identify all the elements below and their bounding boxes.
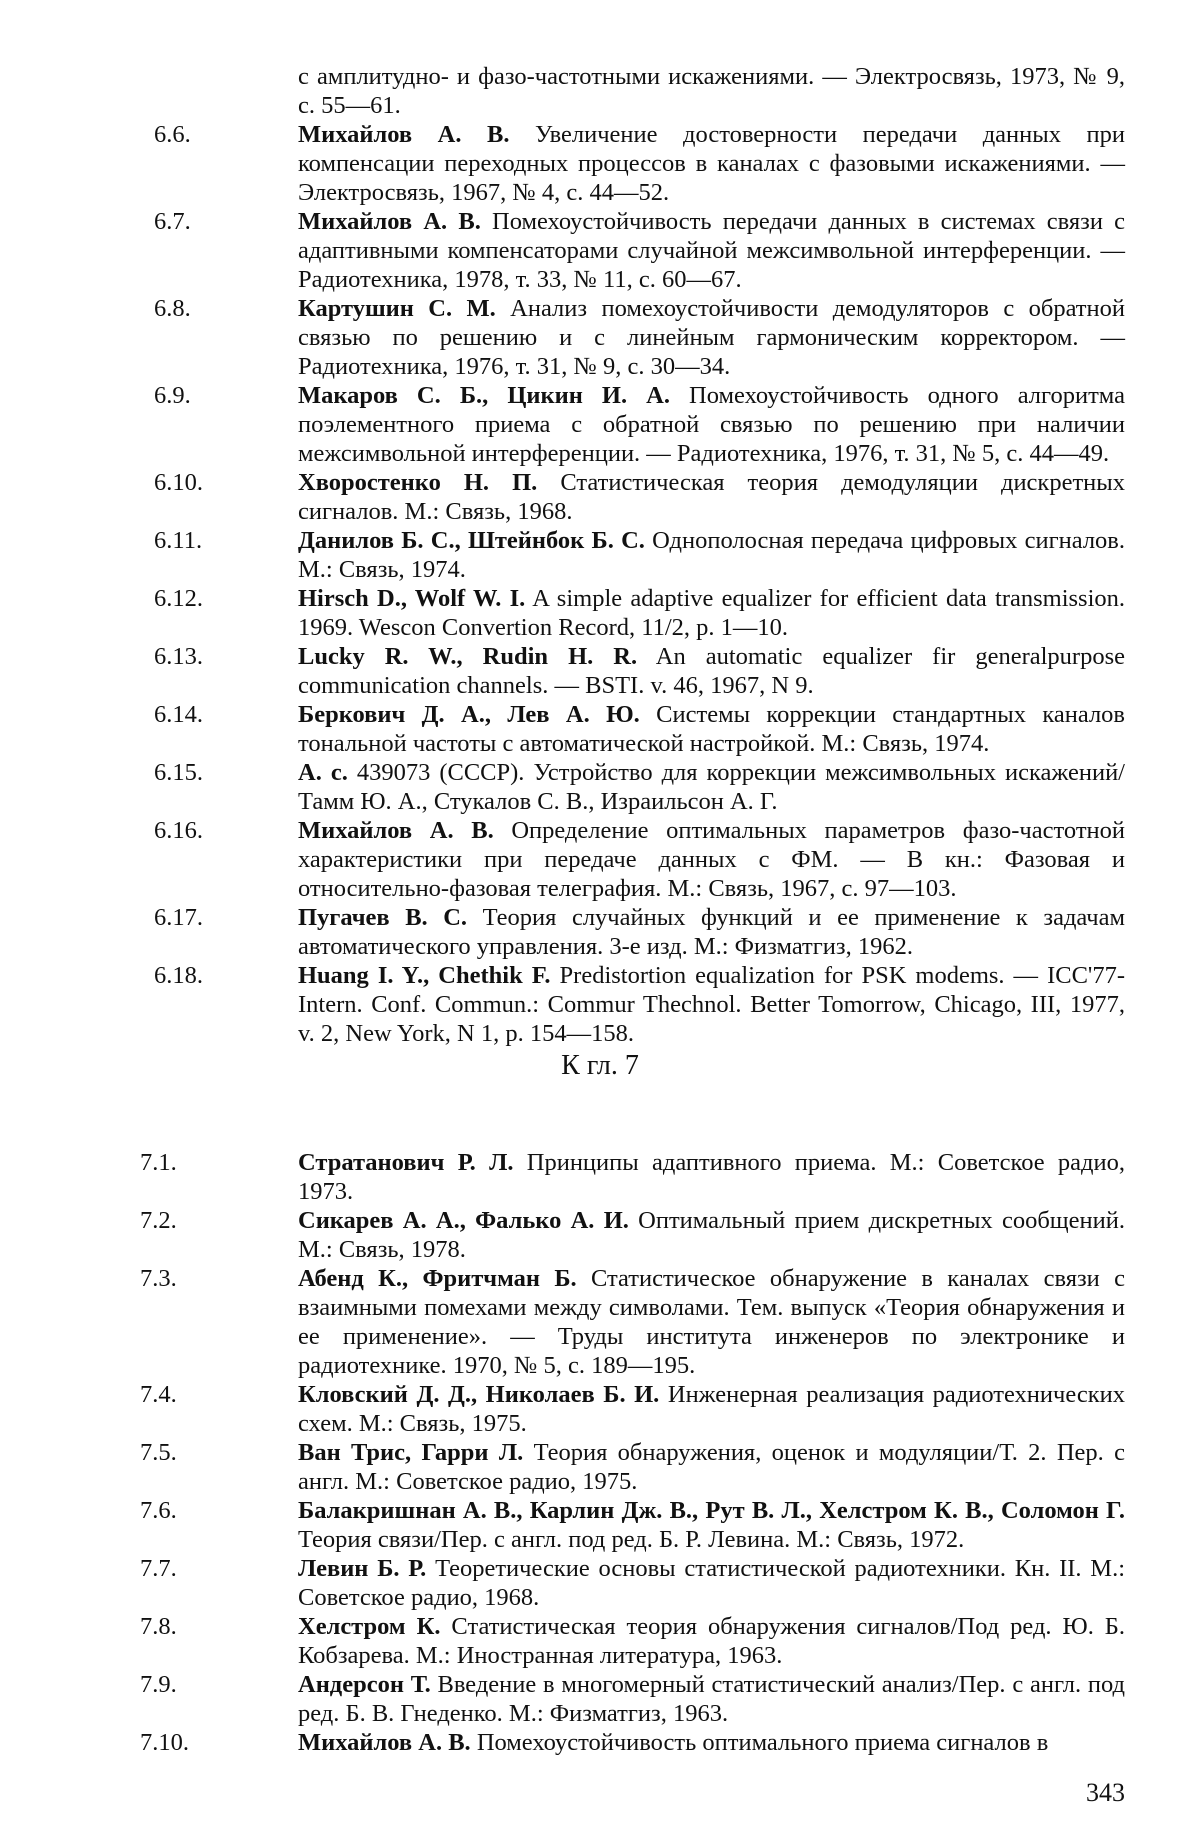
reference-text: Анализ помехоустойчивости демодуляторов с обратной связью по решению и с линейным гармоническим корректором. — Радиотехника, 1976, т. 31, № 9, с. 30—34. [298,295,1125,380]
reference-author: Сикарев А. А., Фалько А. И. [298,1207,629,1234]
reference-text: Системы коррекции стандартных каналов тональной частоты с автоматической настройкой. М.: Связь, 1974. [298,701,1125,757]
reference-number: 6.8. [154,294,191,323]
reference-author: Lucky R. W., Rudin H. R. [298,643,637,670]
reference-author: А. с. [298,759,348,786]
reference-text: Инженерная реализация радиотехнических схем. М.: Связь, 1975. [298,1381,1125,1437]
reference-author: Михайлов А. В. [298,817,494,844]
reference-text: Статистическое обнаружение в каналах связи с взаимными помехами между символами. Тем. выпуск «Теория обнаружения и ее применение». — Труды института инженеров по электронике и радиотехнике. 1970, № 5, с. 189—195. [298,1265,1125,1379]
reference-number: 6.12. [154,584,203,613]
reference-entry [140,1380,1125,1438]
reference-text: Помехоустойчивость одного алгоритма поэлементного приема с обратной связью по решению при наличии межсимвольной интерференции. — Радиотехника, 1976, т. 31, № 5, с. 44—49. [298,382,1125,467]
reference-author: Михайлов А. В. [298,121,509,148]
reference-author: Ван Трис, Гарри Л. [298,1439,523,1466]
reference-author: Балакришнан А. В., Карлин Дж. В., Рут В. Л., Хелстром К. В., Соломон Г. [298,1497,1125,1524]
reference-author: Хелстром К. [298,1613,440,1640]
reference-entry [140,1206,1125,1264]
reference-text: 439073 (СССР). Устройство для коррекции межсимвольных искажений/Тамм Ю. А., Стукалов С. В., Израильсон А. Г. [298,759,1125,815]
reference-text: Помехоустойчивость оптимального приема сигналов в [471,1729,1049,1756]
reference-entry [140,642,1125,700]
reference-entry [140,468,1125,526]
reference-text: Теория случайных функций и ее применение к задачам автоматического управления. 3-е изд. М.: Физматгиз, 1962. [298,904,1125,960]
reference-number: 7.9. [140,1670,177,1699]
reference-author: Huang I. Y., Chethik F. [298,962,551,989]
reference-author: Беркович Д. А., Лев А. Ю. [298,701,640,728]
reference-author: Михайлов А. В. [298,1729,471,1756]
reference-number: 7.5. [140,1438,177,1467]
reference-entry [140,1612,1125,1670]
continued-reference: с амплитудно- и фазо-частотными искажениями. — Электросвязь, 1973, № 9, с. 55—61. [140,62,1125,120]
reference-entry [140,961,1125,1048]
reference-entry [140,758,1125,816]
reference-entry [140,381,1125,468]
reference-entry [140,207,1125,294]
reference-text: Введение в многомерный статистический анализ/Пер. с англ. под ред. Б. В. Гнеденко. М.: Физматгиз, 1963. [298,1671,1125,1727]
reference-list-7 [140,1148,1125,1757]
reference-number: 6.10. [154,468,203,497]
reference-text: Теоретические основы статистической радиотехники. Кн. II. М.: Советское радио, 1968. [298,1555,1125,1611]
reference-text: Статистическая теория обнаружения сигналов/Под ред. Ю. Б. Кобзарева. М.: Иностранная литература, 1963. [298,1613,1125,1669]
reference-text: Помехоустойчивость передачи данных в системах связи с адаптивными компенсаторами случайной межсимвольной интерференции. — Радиотехника, 1978, т. 33, № 11, с. 60—67. [298,208,1125,293]
reference-author: Хворостенко Н. П. [298,469,537,496]
reference-text: Определение оптимальных параметров фазо-частотной характеристики при передаче данных с ФМ. — В кн.: Фазовая и относительно-фазовая телеграфия. М.: Связь, 1967, с. 97—103. [298,817,1125,902]
reference-entry [140,1670,1125,1728]
reference-number: 6.13. [154,642,203,671]
reference-number: 6.6. [154,120,191,149]
reference-entry [140,700,1125,758]
reference-number: 6.16. [154,816,203,845]
reference-text: Увеличение достоверности передачи данных при компенсации переходных процессов в каналах с фазовыми искажениями. — Электросвязь, 1967, № 4, с. 44—52. [298,121,1125,206]
reference-text: Оптимальный прием дискретных сообщений. М.: Связь, 1978. [298,1207,1125,1263]
reference-text: Статистическая теория демодуляции дискретных сигналов. М.: Связь, 1968. [298,469,1125,525]
reference-text: A simple adaptive equalizer for efficient data transmission. 1969. Wescon Convertion Record, 11/2, p. 1—10. [298,585,1125,641]
reference-entry [140,526,1125,584]
reference-number: 6.18. [154,961,203,990]
reference-number: 7.8. [140,1612,177,1641]
reference-author: Андерсон Т. [298,1671,431,1698]
reference-entry [140,584,1125,642]
reference-entry [140,1728,1125,1757]
references-chapter-7 [140,1148,1125,1757]
reference-entry [140,294,1125,381]
reference-author: Картушин С. М. [298,295,496,322]
reference-entry [140,120,1125,207]
reference-number: 7.10. [140,1728,189,1757]
reference-number: 6.15. [154,758,203,787]
reference-number: 6.11. [154,526,202,555]
reference-text: Теория обнаружения, оценок и модуляции/Т. 2. Пер. с англ. М.: Советское радио, 1975. [298,1439,1125,1495]
reference-number: 7.6. [140,1496,177,1525]
reference-entry [140,903,1125,961]
reference-number: 7.7. [140,1554,177,1583]
reference-entry [140,1496,1125,1554]
page-number: 343 [1086,1778,1125,1808]
reference-author: Михайлов А. В. [298,208,481,235]
reference-number: 7.4. [140,1380,177,1409]
reference-author: Макаров С. Б., Цикин И. А. [298,382,670,409]
reference-author: Стратанович Р. Л. [298,1149,513,1176]
reference-author: Абенд К., Фритчман Б. [298,1265,577,1292]
reference-text: Принципы адаптивного приема. М.: Советское радио, 1973. [298,1149,1125,1205]
reference-entry [140,1264,1125,1380]
reference-entry [140,1148,1125,1206]
section-heading: К гл. 7 [0,1050,1200,1082]
reference-author: Пугачев В. С. [298,904,467,931]
reference-text: Predistortion equalization for PSK modems. — ICC'77-Intern. Conf. Commun.: Commur Thechnol. Better Tomorrow, Chicago, III, 1977, v. 2, New York, N 1, p. 154—158. [298,962,1125,1047]
reference-author: Hirsch D., Wolf W. I. [298,585,525,612]
reference-author: Кловский Д. Д., Николаев Б. И. [298,1381,659,1408]
reference-entry [140,1438,1125,1496]
reference-number: 6.7. [154,207,191,236]
reference-author: Данилов Б. С., Штейнбок Б. С. [298,527,645,554]
reference-number: 7.3. [140,1264,177,1293]
reference-list-6 [140,120,1125,1048]
reference-number: 7.2. [140,1206,177,1235]
references-chapter-6 [140,62,1125,1048]
reference-text: Однополосная передача цифровых сигналов. М.: Связь, 1974. [298,527,1125,583]
reference-number: 6.17. [154,903,203,932]
reference-number: 6.14. [154,700,203,729]
reference-text: Теория связи/Пер. с англ. под ред. Б. Р. Левина. М.: Связь, 1972. [298,1526,964,1553]
reference-author: Левин Б. Р. [298,1555,426,1582]
reference-text: An automatic equalizer fir generalpurpose communication channels. — BSTI. v. 46, 1967, N 9. [298,643,1125,699]
reference-number: 6.9. [154,381,191,410]
reference-number: 7.1. [140,1148,177,1177]
reference-entry [140,816,1125,903]
reference-entry [140,1554,1125,1612]
page [0,0,1200,1833]
